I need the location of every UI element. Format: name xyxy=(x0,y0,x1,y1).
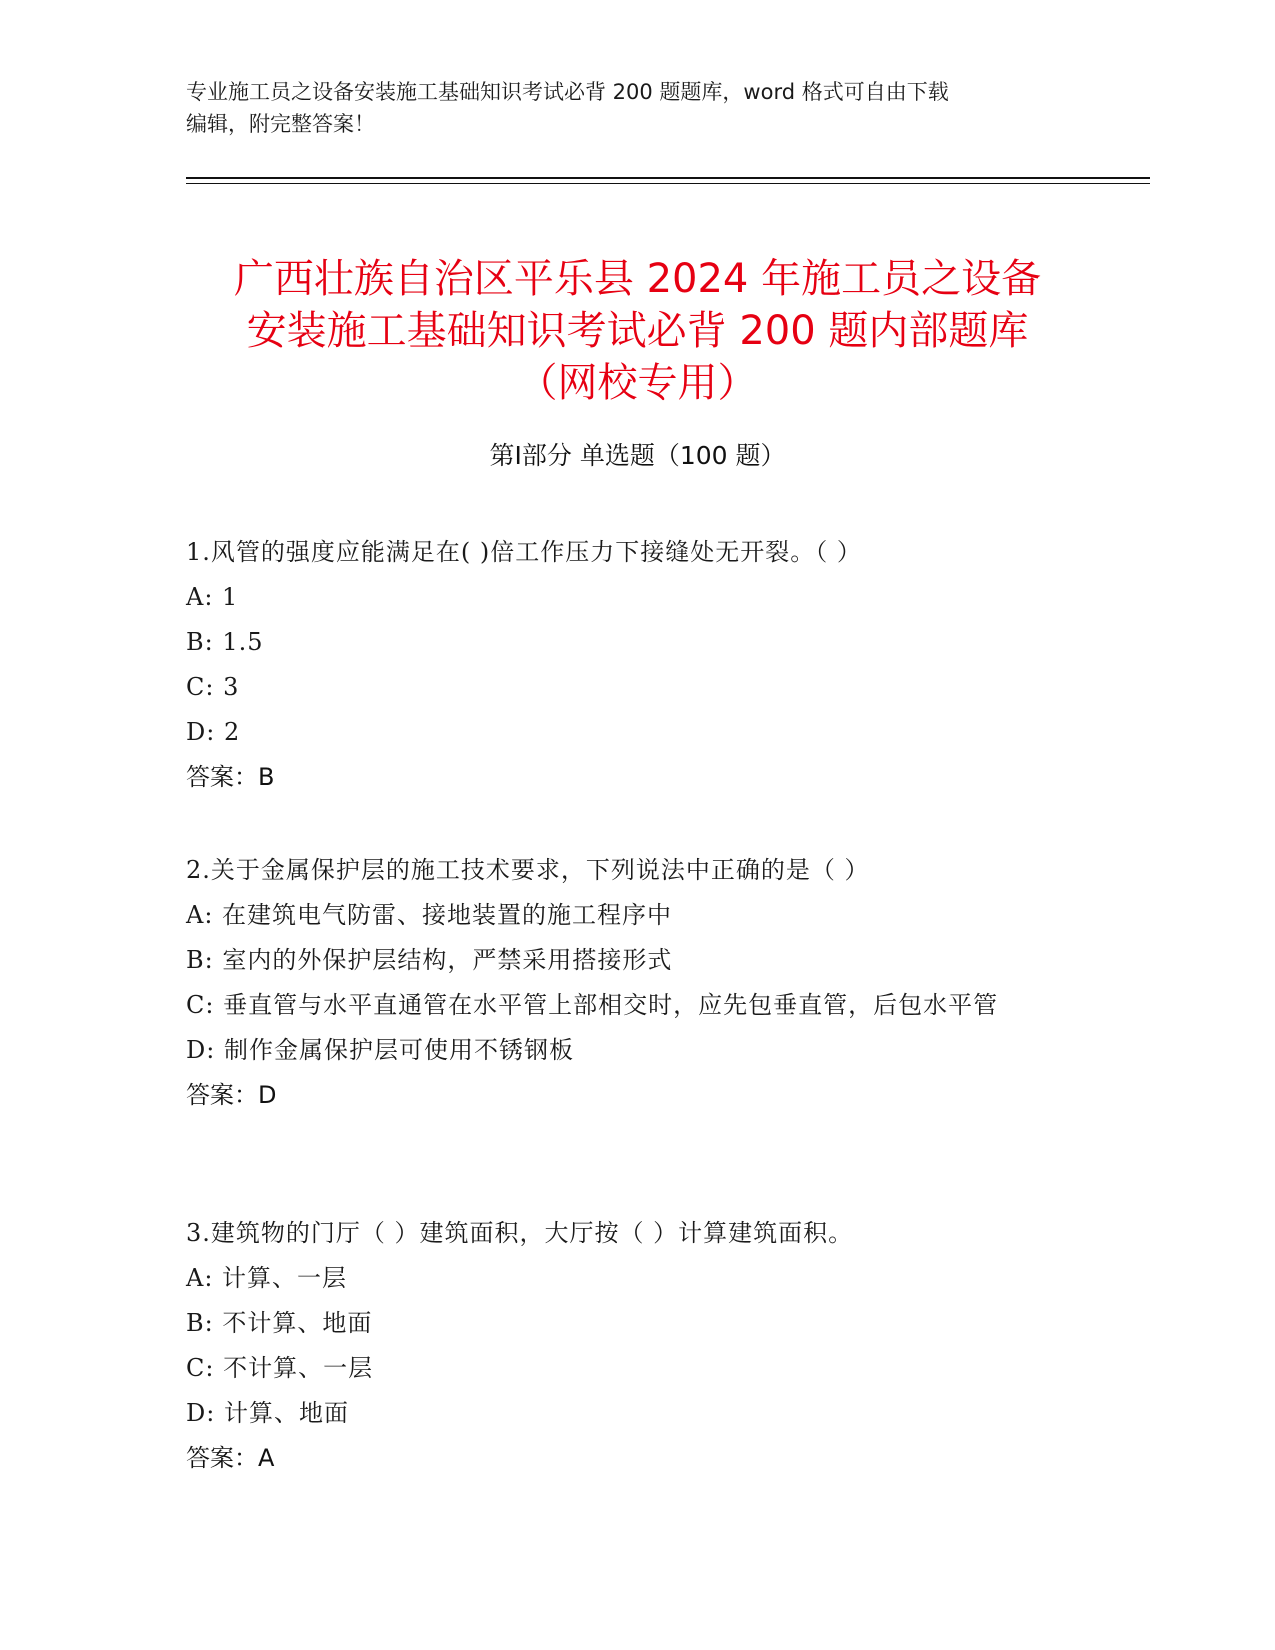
question-2 xyxy=(186,848,1086,1118)
title-line-3: （网校专用） xyxy=(517,359,758,406)
option-c: C: 不计算、一层 xyxy=(186,1354,374,1382)
option-d: D: 2 xyxy=(186,718,241,746)
question-text: 3.建筑物的门厅（ ）建筑面积，大厅按（ ）计算建筑面积。 xyxy=(186,1219,854,1247)
option-a: A: 在建筑电气防雷、接地装置的施工程序中 xyxy=(186,901,673,929)
option-d: D: 制作金属保护层可使用不锈钢板 xyxy=(186,1036,574,1064)
answer: 答案：A xyxy=(186,1444,275,1472)
header-note-line-1: 专业施工员之设备安装施工基础知识考试必背 200 题题库，word 格式可自由下载 xyxy=(186,80,949,104)
option-a: A: 计算、一层 xyxy=(186,1264,348,1292)
answer: 答案：D xyxy=(186,1081,277,1109)
option-a: A: 1 xyxy=(186,583,239,611)
document-title xyxy=(150,253,1125,409)
option-c: C: 3 xyxy=(186,673,240,701)
option-b: B: 不计算、地面 xyxy=(186,1309,373,1337)
question-text: 2.关于金属保护层的施工技术要求，下列说法中正确的是（ ） xyxy=(186,856,870,884)
section-heading: 第Ⅰ部分 单选题（100 题） xyxy=(489,441,786,470)
header-divider-thick xyxy=(186,177,1150,179)
question-3 xyxy=(186,1211,1086,1481)
option-b: B: 室内的外保护层结构，严禁采用搭接形式 xyxy=(186,946,673,974)
title-line-1: 广西壮族自治区平乐县 2024 年施工员之设备 xyxy=(233,255,1042,302)
option-c: C: 垂直管与水平直通管在水平管上部相交时，应先包垂直管，后包水平管 xyxy=(186,991,999,1019)
option-d: D: 计算、地面 xyxy=(186,1399,349,1427)
header-divider-thin xyxy=(186,183,1150,184)
question-text: 1.风管的强度应能满足在( )倍工作压力下接缝处无开裂。（ ） xyxy=(186,538,862,566)
option-b: B: 1.5 xyxy=(186,628,264,656)
header-note-line-2: 编辑，附完整答案！ xyxy=(186,112,375,136)
header-note xyxy=(186,76,1086,140)
question-1 xyxy=(186,530,1086,800)
answer: 答案：B xyxy=(186,763,275,791)
title-line-2: 安装施工基础知识考试必背 200 题内部题库 xyxy=(246,307,1029,354)
